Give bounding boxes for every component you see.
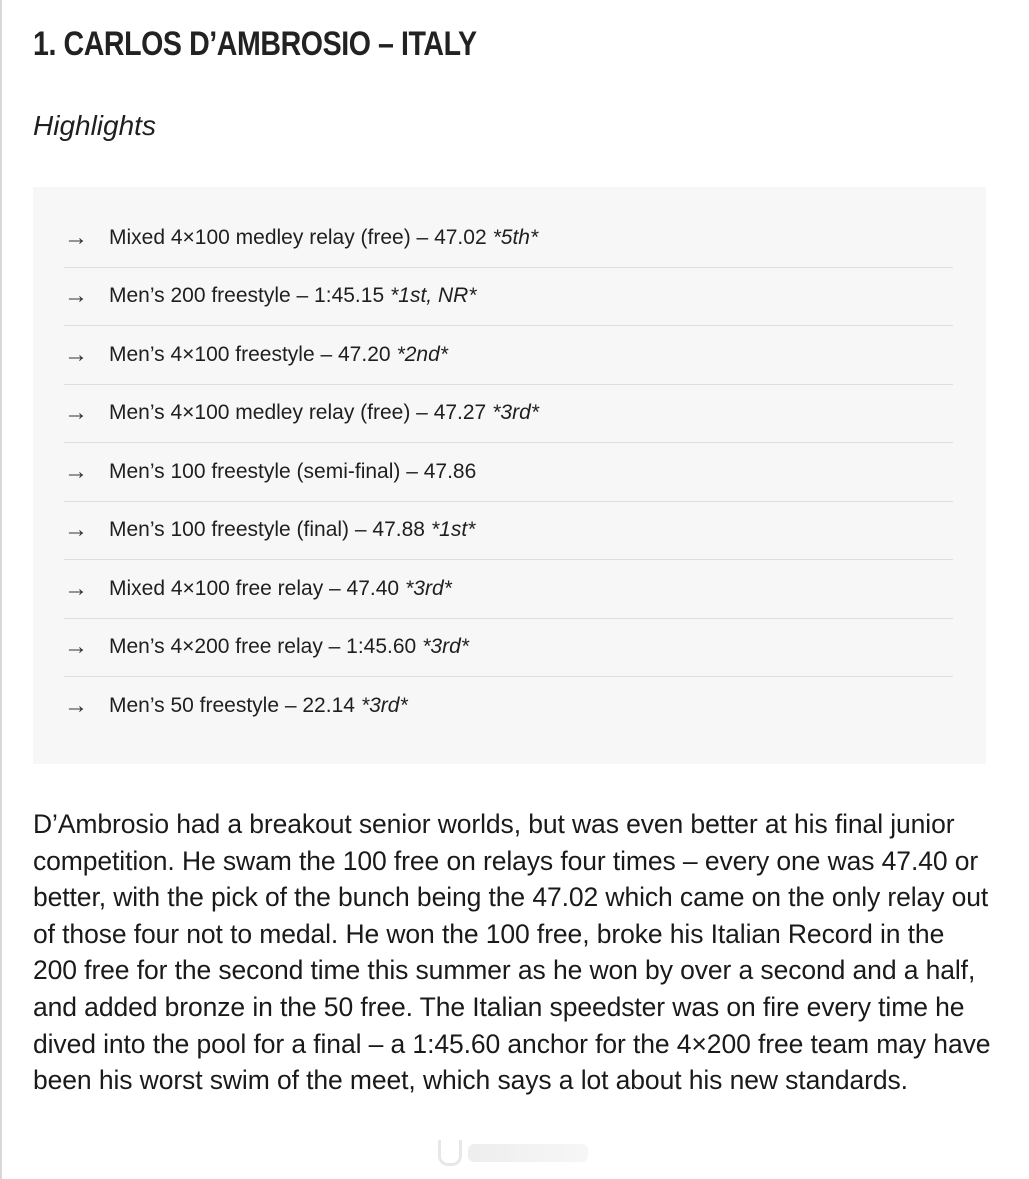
highlight-item — [64, 209, 953, 268]
highlight-note: *1st, NR* — [390, 284, 477, 308]
highlight-text: Mixed 4×100 free relay – 47.40 — [109, 576, 400, 600]
highlight-note: *2nd* — [396, 342, 448, 366]
highlight-text: Men’s 200 freestyle – 1:45.15 — [109, 284, 385, 308]
highlight-note: *5th* — [492, 225, 539, 249]
highlight-item — [64, 677, 953, 736]
highlight-text: Men’s 4×100 freestyle – 47.20 — [109, 342, 391, 366]
highlight-note: *3rd* — [360, 694, 408, 718]
highlights-heading: Highlights — [33, 110, 156, 141]
highlight-text: Men’s 4×200 free relay – 1:45.60 — [109, 635, 417, 659]
article-title: 1. CARLOS D’AMBROSIO – ITALY — [33, 25, 477, 63]
arrow-right-icon: → — [64, 340, 88, 368]
highlight-text: Men’s 100 freestyle (semi-final) – 47.86 — [109, 459, 477, 483]
highlight-text: Mixed 4×100 medley relay (free) – 47.02 — [109, 225, 487, 249]
highlight-note: *1st* — [430, 518, 476, 542]
arrow-right-icon: → — [64, 692, 88, 720]
highlight-item — [64, 619, 953, 678]
arrow-right-icon: → — [64, 574, 88, 602]
highlight-item — [64, 268, 953, 327]
highlights-list — [64, 209, 953, 736]
arrow-right-icon: → — [64, 457, 88, 485]
highlight-note: *3rd* — [405, 576, 452, 600]
highlight-note: *3rd* — [492, 401, 539, 425]
highlight-text: Men’s 50 freestyle – 22.14 — [109, 694, 355, 718]
highlights-box — [33, 187, 986, 764]
page-left-border — [0, 0, 2, 1179]
article-paragraph: D’Ambrosio had a breakout senior worlds, but was even better at his final junior competition. He swam the 100 free on relays four times – every one was 47.40 or better, with the pick of the bunch being the 47.02 which came on the only relay out of those four not to medal. He won the 100 free, broke his Italian Record in the 200 free for the second time this summer as he won by over a second and a half, and added bronze in the 50 free. The Italian speedster was on fire every time he dived into the pool for a final – a 1:45.60 anchor for the 4×200 free team may have been his worst swim of the meet, which says a lot about his new standards. — [33, 809, 991, 1096]
arrow-right-icon: → — [64, 633, 88, 661]
watermark-logo — [438, 1140, 588, 1166]
highlight-item — [64, 385, 953, 444]
arrow-right-icon: → — [64, 516, 88, 544]
highlight-text: Men’s 100 freestyle (final) – 47.88 — [109, 518, 425, 542]
arrow-right-icon: → — [64, 223, 88, 251]
highlight-text: Men’s 4×100 medley relay (free) – 47.27 — [109, 401, 487, 425]
watermark-icon — [438, 1140, 462, 1166]
highlight-item — [64, 326, 953, 385]
watermark-blur — [468, 1144, 588, 1162]
highlight-item — [64, 443, 953, 502]
highlight-note: *3rd* — [422, 635, 469, 659]
highlight-item — [64, 502, 953, 561]
highlight-item — [64, 560, 953, 619]
arrow-right-icon: → — [64, 282, 88, 310]
arrow-right-icon: → — [64, 399, 88, 427]
